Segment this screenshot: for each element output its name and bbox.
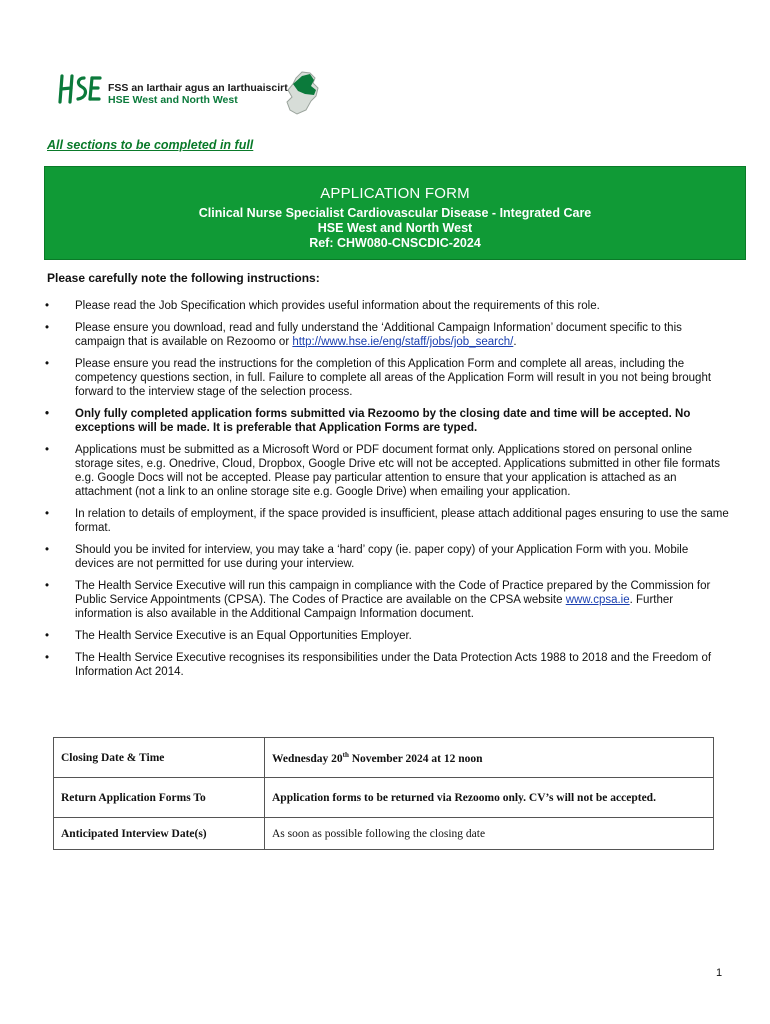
- table-row: [54, 738, 714, 778]
- instructions-heading: Please carefully note the following instructions:: [47, 271, 320, 285]
- job-title: Clinical Nurse Specialist Cardiovascular Disease - Integrated Care: [198, 206, 592, 220]
- instruction-item: • The Health Service Executive recognises its responsibilities under the Data Protection Acts 1988 to 2018 and the Freedom of Information Act 2014.: [45, 652, 712, 678]
- bullet-icon: •: [45, 358, 50, 370]
- instruction-item: • In relation to details of employment, if the space provided is insufficient, please attach additional pages ensuring to use the same format.: [45, 508, 729, 534]
- bullet-icon: •: [45, 444, 50, 456]
- organisation-name: [108, 82, 288, 106]
- interview-date-value: As soon as possible following the closing date: [265, 818, 714, 850]
- ireland-map-icon: [284, 70, 324, 116]
- bullet-icon: •: [45, 580, 50, 592]
- bullet-icon: •: [45, 544, 50, 556]
- table-row: [54, 778, 714, 818]
- interview-date-label: Anticipated Interview Date(s): [54, 818, 265, 850]
- instruction-item: • Please ensure you read the instructions for the completion of this Application Form and complete all areas, including the competency questions section, in full. Failure to complete all areas of the Application Form will result in you not being brought forward to the interview stage of the selection process.: [45, 358, 712, 398]
- bullet-icon: •: [45, 508, 50, 520]
- instruction-item: • The Health Service Executive is an Equal Opportunities Employer.: [45, 630, 412, 642]
- bullet-icon: •: [45, 300, 50, 312]
- return-forms-label: Return Application Forms To: [54, 778, 265, 818]
- key-dates-table: [53, 737, 714, 850]
- instruction-item: • Only fully completed application forms submitted via Rezoomo by the closing date and time will be accepted. No exceptions will be made. It is preferable that Application Forms are typed.: [45, 408, 691, 434]
- reference-number: Ref: CHW080-CNSCDIC-2024: [309, 236, 481, 250]
- hse-logo-icon: [58, 72, 102, 106]
- hse-jobs-link[interactable]: http://www.hse.ie/eng/staff/jobs/job_search/: [292, 336, 514, 348]
- org-name-english: HSE West and North West: [108, 94, 238, 106]
- table-row: [54, 818, 714, 850]
- region-name: HSE West and North West: [317, 221, 473, 235]
- cpsa-link[interactable]: www.cpsa.ie: [565, 594, 630, 606]
- bullet-icon: •: [45, 408, 50, 420]
- page-number: 1: [716, 967, 723, 979]
- bullet-icon: •: [45, 322, 50, 334]
- instruction-item: • Please ensure you download, read and fully understand the ‘Additional Campaign Information’ document specific to this campaign that is available on Rezoomo or http://www.hse.ie/eng/staff/jobs/job_search/.: [45, 322, 682, 348]
- instruction-item: • The Health Service Executive will run this campaign in compliance with the Code of Practice prepared by the Commission for Public Service Appointments (CPSA). The Codes of Practice are available on the CPSA website www.cpsa.ie. Further information is also available in the Additional Campaign Information document.: [45, 580, 711, 620]
- org-name-irish: FSS an Iarthair agus an Iarthuaiscirt: [108, 82, 288, 94]
- return-forms-value: Application forms to be returned via Rezoomo only. CV’s will not be accepted.: [265, 778, 714, 818]
- application-form-banner: [44, 166, 746, 260]
- hse-logo: [58, 70, 338, 116]
- banner-title: APPLICATION FORM: [320, 185, 470, 202]
- bullet-icon: •: [45, 630, 50, 642]
- bullet-icon: •: [45, 652, 50, 664]
- completion-notice: All sections to be completed in full: [47, 138, 254, 152]
- instruction-item: • Applications must be submitted as a Microsoft Word or PDF document format only. Applications stored on personal online storage sites, e.g. Onedrive, Cloud, Dropbox, Google Drive etc will not be accepted. Applications submitted in other file formats e.g. Google Docs will not be accepted. Please pay particular attention to ensure that your application is attached as an attachment (not a link to an online storage site e.g. Google Drive) when emailing your application.: [45, 444, 720, 498]
- instruction-item: • Please read the Job Specification which provides useful information about the requirements of this role.: [45, 300, 600, 312]
- closing-date-label: Closing Date & Time: [54, 738, 265, 778]
- instruction-item: • Should you be invited for interview, you may take a ‘hard’ copy (ie. paper copy) of your Application Form with you. Mobile devices are not permitted for use during your interview.: [45, 544, 689, 570]
- closing-date-value: Wednesday 20th November 2024 at 12 noon: [265, 738, 714, 778]
- instructions-list: [0, 299, 770, 687]
